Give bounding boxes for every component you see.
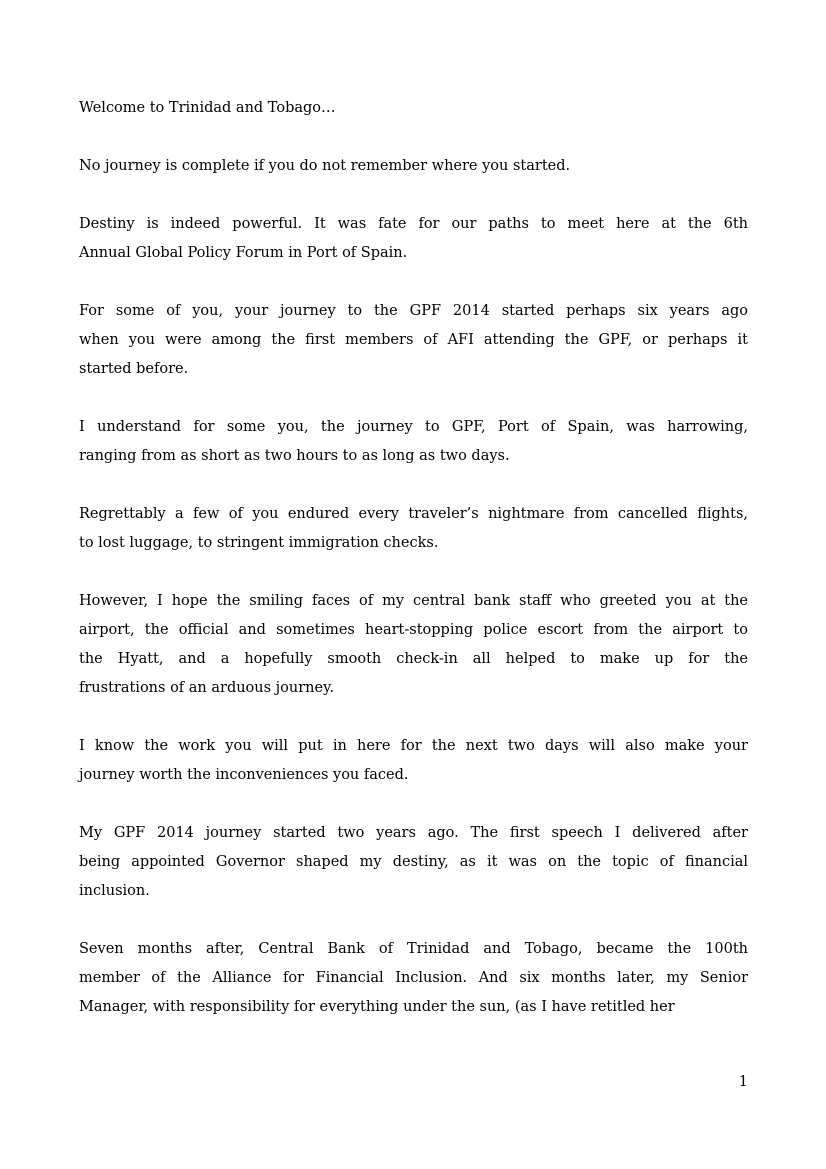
document-text (79, 94, 748, 1022)
paragraph (79, 819, 748, 906)
text-line: started before. (79, 361, 189, 377)
paragraph (79, 500, 748, 558)
paragraph (79, 297, 748, 384)
text-line: frustrations of an arduous journey. (79, 680, 334, 696)
text-line: journey worth the inconveniences you faced. (79, 767, 409, 783)
text-line: Annual Global Policy Forum in Port of Spain. (79, 245, 408, 261)
text-line: Seven months after, Central Bank of Trinidad and Tobago, became the 100th (79, 941, 748, 957)
text-line: to lost luggage, to stringent immigration checks. (79, 535, 439, 551)
paragraph (79, 152, 748, 181)
page-number: 1 (738, 1074, 748, 1090)
paragraph (79, 94, 748, 123)
text-line: when you were among the first members of AFI attending the GPF, or perhaps it (79, 332, 748, 348)
text-line: I know the work you will put in here for the next two days will also make your (79, 738, 748, 754)
text-line: ranging from as short as two hours to as long as two days. (79, 448, 510, 464)
paragraph (79, 210, 748, 268)
paragraph (79, 732, 748, 790)
text-line: member of the Alliance for Financial Inclusion. And six months later, my Senior (79, 970, 748, 986)
text-line: My GPF 2014 journey started two years ago. The first speech I delivered after (79, 825, 748, 841)
text-line: the Hyatt, and a hopefully smooth check-in all helped to make up for the (79, 651, 748, 667)
text-line: However, I hope the smiling faces of my central bank staff who greeted you at the (79, 593, 748, 609)
text-line: Welcome to Trinidad and Tobago… (79, 100, 336, 116)
paragraph (79, 587, 748, 703)
text-line: For some of you, your journey to the GPF 2014 started perhaps six years ago (79, 303, 748, 319)
text-line: airport, the official and sometimes heart-stopping police escort from the airport to (79, 622, 748, 638)
paragraph (79, 935, 748, 1022)
text-line: Manager, with responsibility for everything under the sun, (as I have retitled her (79, 999, 675, 1015)
text-line: Destiny is indeed powerful. It was fate for our paths to meet here at the 6th (79, 216, 748, 232)
text-line: I understand for some you, the journey to GPF, Port of Spain, was harrowing, (79, 419, 748, 435)
paragraph (79, 413, 748, 471)
text-line: Regrettably a few of you endured every traveler’s nightmare from cancelled flights, (79, 506, 748, 522)
text-line: inclusion. (79, 883, 150, 899)
text-line: No journey is complete if you do not remember where you started. (79, 158, 571, 174)
text-line: being appointed Governor shaped my destiny, as it was on the topic of financial (79, 854, 748, 870)
